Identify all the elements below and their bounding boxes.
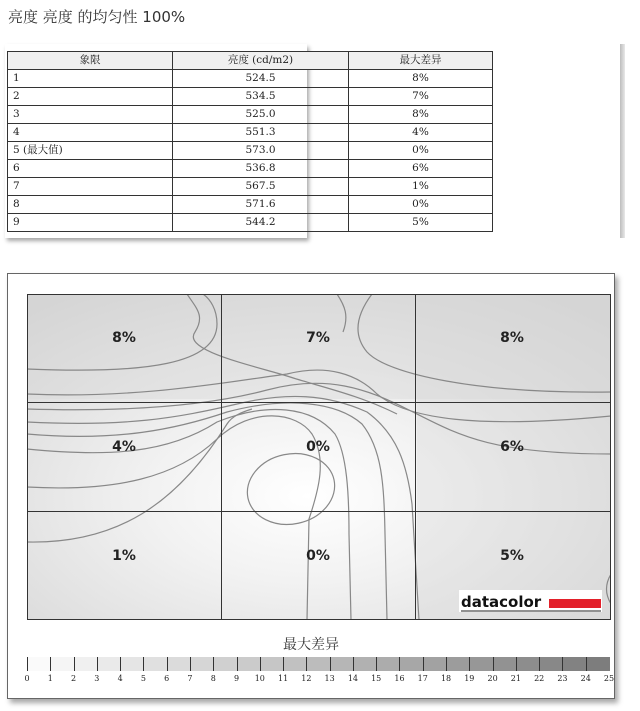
quadrant-label-3: 8% [500,330,524,346]
cell-luminance: 573.0 [173,142,349,160]
legend-segment [539,657,563,671]
legend-tick-label: 7 [187,674,193,683]
cell-luminance: 525.0 [173,106,349,124]
cell-luminance: 551.3 [173,124,349,142]
cell-quadrant: 1 [8,70,173,88]
legend-tick-label: 6 [164,674,170,683]
legend-tick-label: 1 [47,674,53,683]
cell-quadrant: 7 [8,178,173,196]
legend-tick [213,657,214,671]
quadrant-label-5: 0% [306,439,330,455]
table-row [8,106,493,124]
legend-tick-labels [24,674,615,686]
uniformity-table [7,51,493,232]
legend-segment [143,657,167,671]
table-row [8,70,493,88]
legend-segment [493,657,517,671]
datacolor-logo [459,590,602,612]
legend-tick [423,657,424,671]
column-header-max-diff: 最大差异 [349,52,493,70]
legend-tick-label: 16 [394,674,405,683]
legend-segment [27,657,51,671]
legend-tick [190,657,191,671]
table-header-row [8,52,493,70]
legend-segment [260,657,284,671]
table-row [8,196,493,214]
table-row [8,214,493,232]
cell-quadrant: 8 [8,196,173,214]
legend-segment [306,657,330,671]
cell-quadrant: 3 [8,106,173,124]
legend-tick [74,657,75,671]
legend-segment [423,657,447,671]
legend-segment [353,657,377,671]
legend-tick [27,657,28,671]
cell-max-diff: 4% [349,124,493,142]
legend-tick [237,657,238,671]
cell-quadrant: 5 (最大值) [8,142,173,160]
legend-tick [283,657,284,671]
legend-segment [190,657,214,671]
legend-tick [260,657,261,671]
legend-segment [399,657,423,671]
cell-max-diff: 8% [349,70,493,88]
legend-tick-label: 0 [24,674,30,683]
legend-segment [97,657,121,671]
legend-tick-label: 20 [487,674,498,683]
legend-tick [376,657,377,671]
column-header-luminance: 亮度 (cd/m2) [173,52,349,70]
legend-tick [306,657,307,671]
table-row [8,142,493,160]
legend-tick [167,657,168,671]
column-header-quadrant: 象限 [8,52,173,70]
cell-max-diff: 8% [349,106,493,124]
quadrant-label-8: 0% [306,548,330,564]
legend-tick [586,657,587,671]
svg-text:datacolor: datacolor [461,593,542,611]
legend-tick [353,657,354,671]
quadrant-label-9: 5% [500,548,524,564]
legend-tick-label: 5 [140,674,146,683]
uniformity-chart [7,273,615,699]
cell-quadrant: 9 [8,214,173,232]
legend-tick [50,657,51,671]
legend-segment [330,657,354,671]
cell-max-diff: 1% [349,178,493,196]
legend-tick-label: 18 [440,674,452,683]
legend-tick [399,657,400,671]
quadrant-label-7: 1% [112,548,136,564]
legend-segment [213,657,237,671]
cell-max-diff: 5% [349,214,493,232]
legend-segment [516,657,540,671]
legend-tick-label: 25 [603,674,615,683]
table-row [8,178,493,196]
legend-segment [50,657,74,671]
legend-tick-label: 12 [301,674,312,683]
cell-luminance: 534.5 [173,88,349,106]
legend-tick [469,657,470,671]
legend-tick [539,657,540,671]
legend-tick-label: 15 [371,674,382,683]
table-row [8,160,493,178]
cell-quadrant: 2 [8,88,173,106]
quadrant-label-1: 8% [112,330,136,346]
page-title: 亮度 亮度 的均匀性 100% [8,8,186,26]
legend-tick-label: 14 [347,674,358,683]
legend-tick [97,657,98,671]
legend-tick-label: 8 [210,674,216,683]
cell-quadrant: 6 [8,160,173,178]
legend-tick [120,657,121,671]
panel-edge [620,44,625,238]
legend-tick-label: 11 [277,674,289,683]
legend-tick-label: 9 [233,674,240,683]
quadrant-label-4: 4% [112,439,136,455]
table-row [8,124,493,142]
legend-tick [446,657,447,671]
legend-segment [469,657,493,671]
legend-tick-label: 4 [117,674,123,683]
legend-segment [446,657,470,671]
cell-luminance: 567.5 [173,178,349,196]
legend-tick-label: 2 [71,674,77,683]
legend-tick [562,657,563,671]
cell-max-diff: 7% [349,88,493,106]
legend-tick [330,657,331,671]
legend-tick-label: 19 [464,674,475,683]
cell-luminance: 544.2 [173,214,349,232]
legend-tick-label: 13 [324,674,335,683]
cell-max-diff: 6% [349,160,493,178]
legend-tick-label: 17 [417,674,428,683]
cell-quadrant: 4 [8,124,173,142]
legend-segment [167,657,191,671]
legend-tick-label: 3 [94,674,100,683]
legend-tick-label: 10 [254,674,265,683]
legend-tick-label: 22 [534,674,545,683]
legend-segment [376,657,400,671]
legend-segment [562,657,586,671]
legend-tick [493,657,494,671]
quadrant-label-6: 6% [500,439,524,455]
legend-color-scale [27,657,609,671]
legend-tick-label: 23 [557,674,568,683]
cell-max-diff: 0% [349,196,493,214]
legend-segment [74,657,98,671]
legend-tick [516,657,517,671]
cell-luminance: 524.5 [173,70,349,88]
legend-title: 最大差异 [283,637,339,653]
legend-segment [586,657,610,671]
contour-plot [27,294,611,620]
legend-tick [143,657,144,671]
legend-segment [237,657,261,671]
cell-max-diff: 0% [349,142,493,160]
table-row [8,88,493,106]
cell-luminance: 536.8 [173,160,349,178]
cell-luminance: 571.6 [173,196,349,214]
legend-tick-label: 24 [580,674,591,683]
legend-segment [120,657,144,671]
quadrant-label-2: 7% [306,330,330,346]
legend-tick-label: 21 [510,674,521,683]
legend-segment [283,657,307,671]
